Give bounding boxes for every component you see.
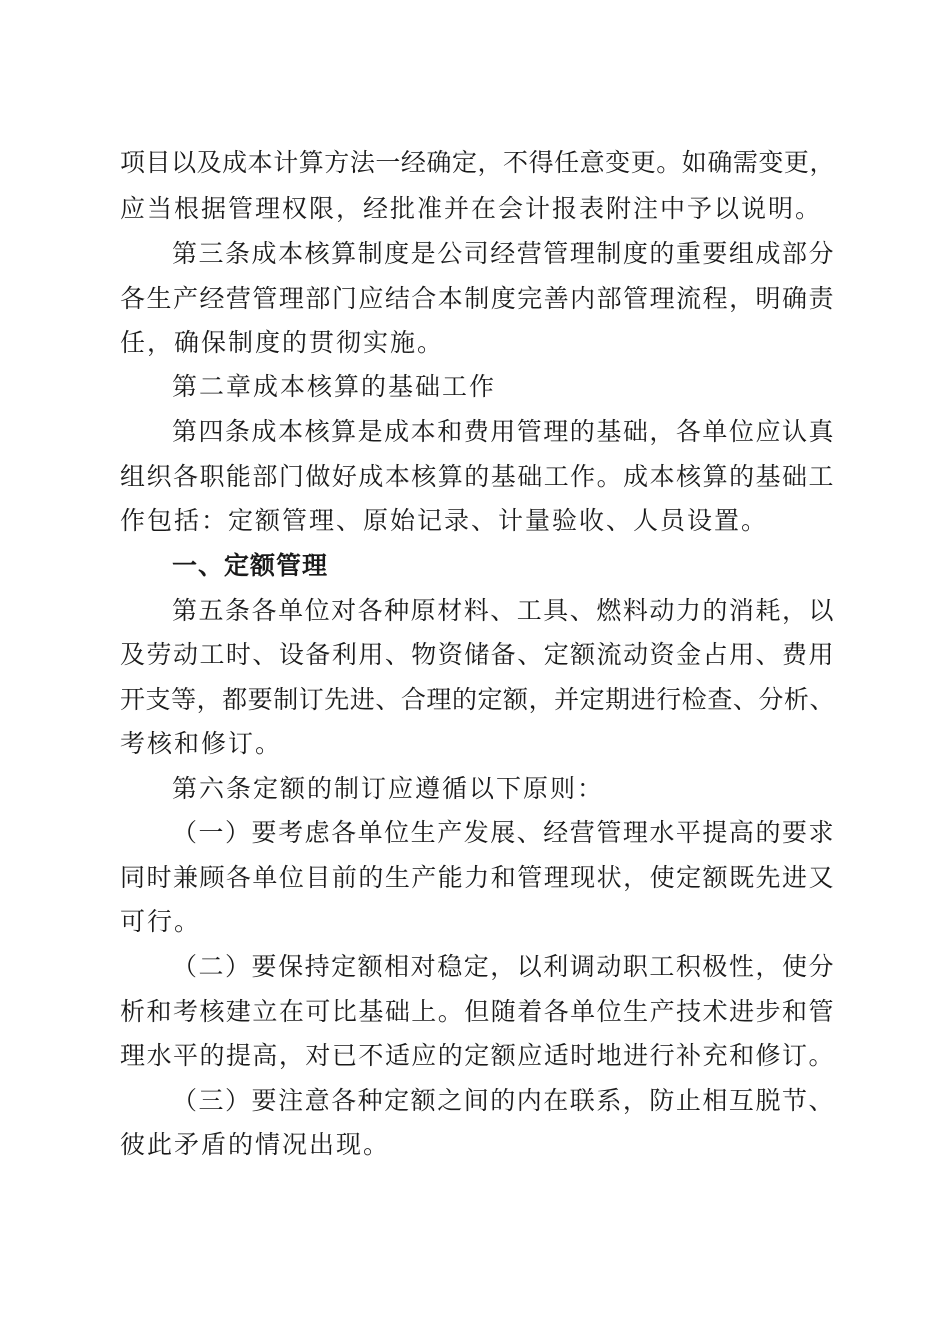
principle-3-line-1: （三）要注意各种定额之间的内在联系，防止相互脱节、 xyxy=(172,1086,836,1115)
article-5-line-4: 考核和修订。 xyxy=(120,729,283,758)
principle-2-line-2: 析和考核建立在可比基础上。但随着各单位生产技术进步和管 xyxy=(120,997,836,1026)
article-3-line-2: 各生产经营管理部门应结合本制度完善内部管理流程，明确责 xyxy=(120,284,836,313)
section-1-heading: 一、定额管理 xyxy=(172,551,329,580)
principle-3-line-2: 彼此矛盾的情况出现。 xyxy=(120,1130,391,1159)
principle-1-line-2: 同时兼顾各单位目前的生产能力和管理现状，使定额既先进又 xyxy=(120,863,836,892)
principle-2-line-3: 理水平的提高，对已不适应的定额应适时地进行补充和修订。 xyxy=(120,1041,836,1070)
article-5-line-1: 第五条各单位对各种原材料、工具、燃料动力的消耗，以 xyxy=(172,596,836,625)
article-4-line-1: 第四条成本核算是成本和费用管理的基础，各单位应认真 xyxy=(172,417,836,446)
principle-2-line-1: （二）要保持定额相对稳定，以利调动职工积极性，使分 xyxy=(172,952,836,981)
article-6-line-1: 第六条定额的制订应遵循以下原则： xyxy=(172,774,605,803)
text-line-1: 项目以及成本计算方法一经确定，不得任意变更。如确需变更， xyxy=(120,148,836,177)
article-3-line-1: 第三条成本核算制度是公司经营管理制度的重要组成部分 xyxy=(172,239,836,268)
article-5-line-2: 及劳动工时、设备利用、物资储备、定额流动资金占用、费用 xyxy=(120,640,836,669)
article-4-line-3: 作包括：定额管理、原始记录、计量验收、人员设置。 xyxy=(120,506,769,535)
text-line-2: 应当根据管理权限，经批准并在会计报表附注中予以说明。 xyxy=(120,194,823,223)
chapter-2-heading: 第二章成本核算的基础工作 xyxy=(172,372,497,401)
article-4-line-2: 组织各职能部门做好成本核算的基础工作。成本核算的基础工 xyxy=(120,462,836,491)
principle-1-line-3: 可行。 xyxy=(120,907,202,936)
article-3-line-3: 任，确保制度的贯彻实施。 xyxy=(120,328,445,357)
article-5-line-3: 开支等，都要制订先进、合理的定额，并定期进行检查、分析、 xyxy=(120,685,836,714)
principle-1-line-1: （一）要考虑各单位生产发展、经营管理水平提高的要求 xyxy=(172,818,836,847)
